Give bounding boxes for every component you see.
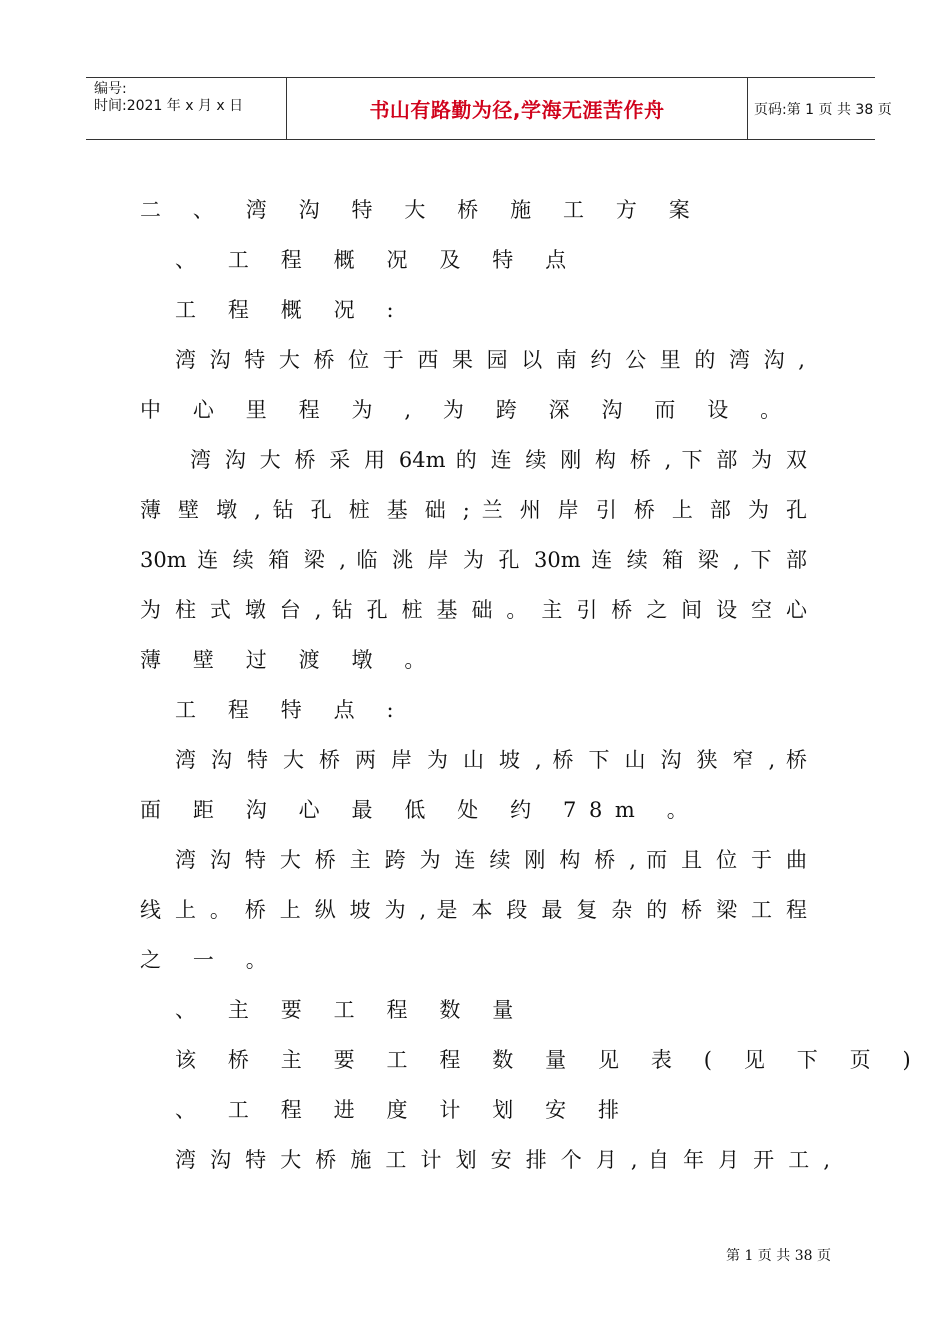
section-heading: 二 、 湾 沟 特 大 桥 施 工 方 案: [140, 198, 703, 222]
paragraph-line: 湾 沟 大 桥 采 用 64m 的 连 续 刚 构 桥 , 下 部 为 双: [190, 448, 807, 472]
header-motto-cell: [286, 78, 748, 139]
paragraph-line: 线 上 。 桥 上 纵 坡 为 , 是 本 段 最 复 杂 的 桥 梁 工 程: [140, 898, 807, 922]
paragraph-line: 之 一 。: [140, 948, 280, 972]
subsection-heading: 、 工 程 进 度 计 划 安 排: [175, 1098, 632, 1122]
paragraph-line: 湾 沟 特 大 桥 施 工 计 划 安 排 个 月 , 自 年 月 开 工 ,: [175, 1148, 830, 1172]
subsection-heading: 工 程 特 点 :: [175, 698, 407, 722]
subsection-heading: 、 主 要 工 程 数 量: [175, 998, 526, 1022]
paragraph-line: 为 柱 式 墩 台 , 钻 孔 桩 基 础 。 主 引 桥 之 间 设 空 心: [140, 598, 807, 622]
paragraph-line: 面 距 沟 心 最 低 处 约 78m 。: [140, 798, 701, 822]
paragraph-line: 该 桥 主 要 工 程 数 量 见 表 ( 见 下 页 ): [175, 1048, 924, 1072]
paragraph-line: 湾 沟 特 大 桥 主 跨 为 连 续 刚 构 桥 , 而 且 位 于 曲: [175, 848, 807, 872]
subsection-heading: 、 工 程 概 况 及 特 点: [175, 248, 579, 272]
subsection-heading: 工 程 概 况 :: [175, 298, 407, 322]
paragraph-line: 薄 壁 过 渡 墩 。: [140, 648, 438, 672]
header-meta-cell: [86, 78, 286, 139]
paragraph-line: 30m 连 续 箱 梁 , 临 洮 岸 为 孔 30m 连 续 箱 梁 , 下 部: [140, 548, 807, 572]
page-footer: 第 1 页 共 38 页: [726, 1248, 831, 1264]
paragraph-line: 薄 壁 墩 , 钻 孔 桩 基 础 ; 兰 州 岸 引 桥 上 部 为 孔: [140, 498, 807, 522]
document-number-label: 编号:: [94, 81, 127, 97]
header-motto: 书山有路勤为径,学海无涯苦作舟: [369, 98, 665, 122]
header-page-cell: [747, 78, 892, 139]
document-time-label: 时间:2021 年 x 月 x 日: [94, 98, 244, 114]
page-header: [86, 77, 892, 140]
paragraph-line: 湾 沟 特 大 桥 位 于 西 果 园 以 南 约 公 里 的 湾 沟 ,: [175, 348, 805, 372]
header-page-info: 页码:第 1 页 共 38 页: [754, 101, 892, 118]
paragraph-line: 中 心 里 程 为 , 为 跨 深 沟 而 设 。: [140, 398, 794, 422]
paragraph-line: 湾 沟 特 大 桥 两 岸 为 山 坡 , 桥 下 山 沟 狭 窄 , 桥: [175, 748, 807, 772]
